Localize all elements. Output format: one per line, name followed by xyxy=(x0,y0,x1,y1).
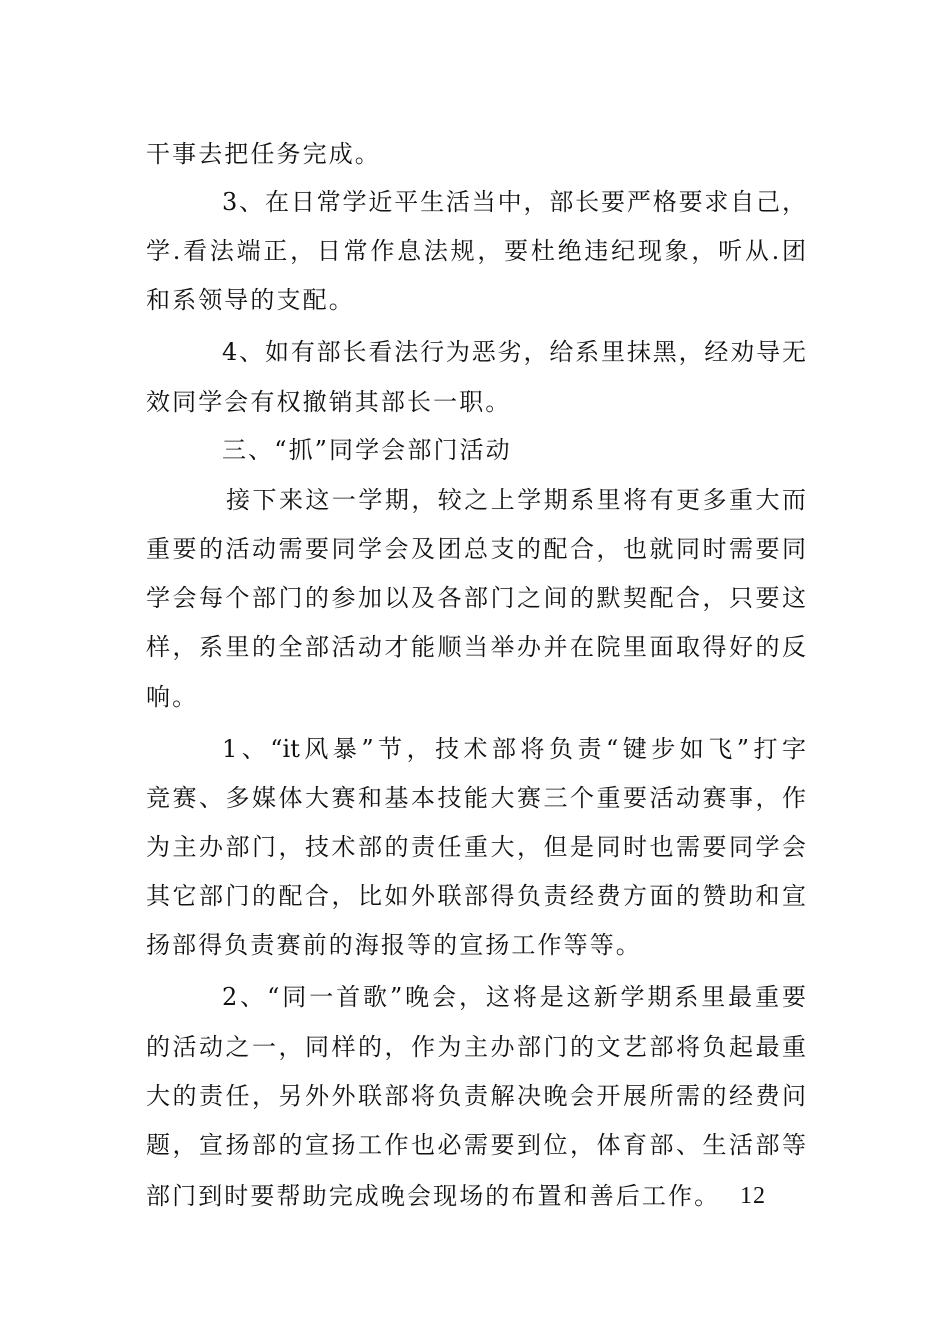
text-line: 3、在日常学近平生活当中，部长要严格要求自己， xyxy=(222,188,806,216)
page-number: 12 xyxy=(740,1183,766,1209)
text-line: 扬部得负责赛前的海报等的宣扬工作等等。 xyxy=(146,931,642,959)
text-line: 为主办部门，技术部的责任重大，但是同时也需要同学会 xyxy=(146,833,806,861)
section-heading: 三、“抓”同学会部门活动 xyxy=(222,436,512,464)
text-line: 的活动之一，同样的，作为主办部门的文艺部将负起最重 xyxy=(146,1033,806,1061)
text-line: 部门到时要帮助完成晚会现场的布置和善后工作。 xyxy=(146,1182,721,1210)
text-line: 学.看法端正，日常作息法规，要杜绝违纪现象，听从.团 xyxy=(146,237,806,265)
text-line: 重要的活动需要同学会及团总支的配合，也就同时需要同 xyxy=(146,535,806,563)
text-line: 2、“同一首歌”晚会，这将是这新学期系里最重要 xyxy=(222,983,806,1011)
text-line: 样，系里的全部活动才能顺当举办并在院里面取得好的反 xyxy=(146,633,806,661)
text-line: 竞赛、多媒体大赛和基本技能大赛三个重要活动赛事，作 xyxy=(146,784,806,812)
text-line: 4、如有部长看法行为恶劣，给系里抹黑，经劝导无 xyxy=(222,338,806,366)
text-line: 干事去把任务完成。 xyxy=(146,140,381,168)
text-line: 学会每个部门的参加以及各部门之间的默契配合，只要这 xyxy=(146,584,806,612)
text-line: 效同学会有权撤销其部长一职。 xyxy=(146,388,512,416)
text-line: 接下来这一学期，较之上学期系里将有更多重大而 xyxy=(226,486,806,514)
text-line: 响。 xyxy=(146,683,199,711)
text-line: 其它部门的配合，比如外联部得负责经费方面的赞助和宣 xyxy=(146,882,806,910)
text-line: 题，宣扬部的宣扬工作也必需要到位，体育部、生活部等 xyxy=(146,1131,806,1159)
text-line: 和系领导的支配。 xyxy=(146,286,355,314)
text-line: 1、“it风暴”节，技术部将负责“键步如飞”打字 xyxy=(222,735,806,763)
text-line: 大的责任，另外外联部将负责解决晚会开展所需的经费问 xyxy=(146,1082,806,1110)
